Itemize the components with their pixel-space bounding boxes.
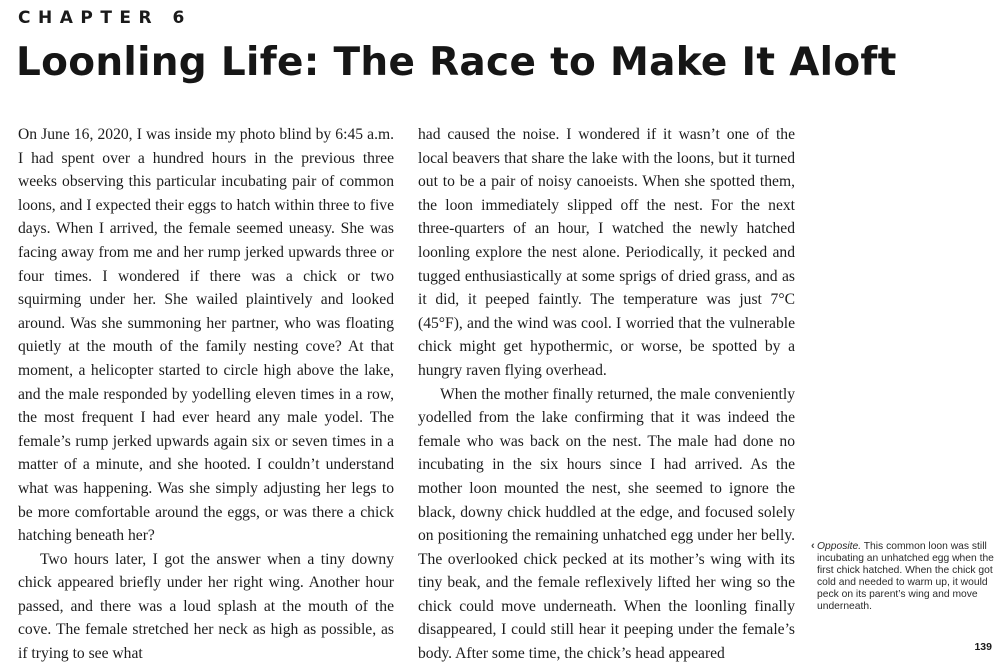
chapter-label: CHAPTER 6 (18, 8, 192, 28)
photo-caption (811, 540, 995, 613)
paragraph: On June 16, 2020, I was inside my photo blind by 6:45 a.m. I had spent over a hundred hours in the previous three weeks observing this particular incubating pair of common loons, and I expected their eggs to hatch within three to five days. When I arrived, the female seemed uneasy. She was facing away from me and her rump jerked upwards three or four times. I wondered if there was a chick or two squirming under her. She wailed plaintively and looked around. Was she summoning her partner, who was floating quietly at the mouth of the family nesting cove? At that moment, a helicopter started to circle high above the lake, and the male responded by yodelling eleven times in a row, the most frequent I had ever heard any male yodel. The female’s rump jerked upwards again six or seven times in a matter of a minute, and she hooted. I couldn’t understand what was happening. Was she simply adjusting her legs to be more comfortable around the eggs, or was there a chick hatching beneath her? (18, 126, 394, 545)
paragraph: had caused the noise. I wondered if it wasn’t one of the local beavers that share the lake with the loons, but it turned out to be a pair of noisy canoeists. When she spotted them, the loon immediately slipped off the nest. For the next three-quarters of an hour, I watched the newly hatched loonling explore the nest alone. Periodically, it pecked and tugged enthusiastically at some sprigs of dried grass, and as it did, it peeped faintly. The temperature was just 7°C (45°F), and the wind was cool. I worried that the vulnerable chick might get hypothermic, or worse, be spotted by a hungry raven flying overhead. (418, 126, 795, 379)
caption-lead: Opposite. (817, 541, 862, 552)
paragraph: Two hours later, I got the answer when a tiny downy chick appeared briefly under her right wing. Another hour passed, and there was a loud splash at the mouth of the cove. The female stretched her neck as high as possible, as if trying to see what (18, 550, 394, 663)
body-column-left (18, 123, 394, 666)
chevron-left-icon: ‹ (811, 540, 815, 552)
chapter-title: Loonling Life: The Race to Make It Aloft (16, 40, 897, 85)
caption-text: This common loon was still incubating an unhatched egg when the first chick hatched. When the chick got cold and needed to warm up, it would peck on its parent’s wing and move underneath. (817, 541, 994, 612)
paragraph: When the mother finally returned, the male conveniently yodelled from the lake confirming that it was indeed the female who was back on the nest. The male had done no incubating in the six hours since I had arrived. As the mother loon mounted the nest, she seemed to ignore the black, downy chick huddled at the edge, and focused solely on positioning the remaining unhatched egg under her belly. The overlooked chick pecked at its mother’s wing with its tiny beak, and the female reflexively lifted her wing so the chick could move underneath. When the loonling finally disappeared, I could still hear it peeping under the female’s body. After some time, the chick’s head appeared (418, 385, 795, 663)
page-number: 139 (974, 641, 992, 653)
body-column-right (418, 123, 795, 666)
